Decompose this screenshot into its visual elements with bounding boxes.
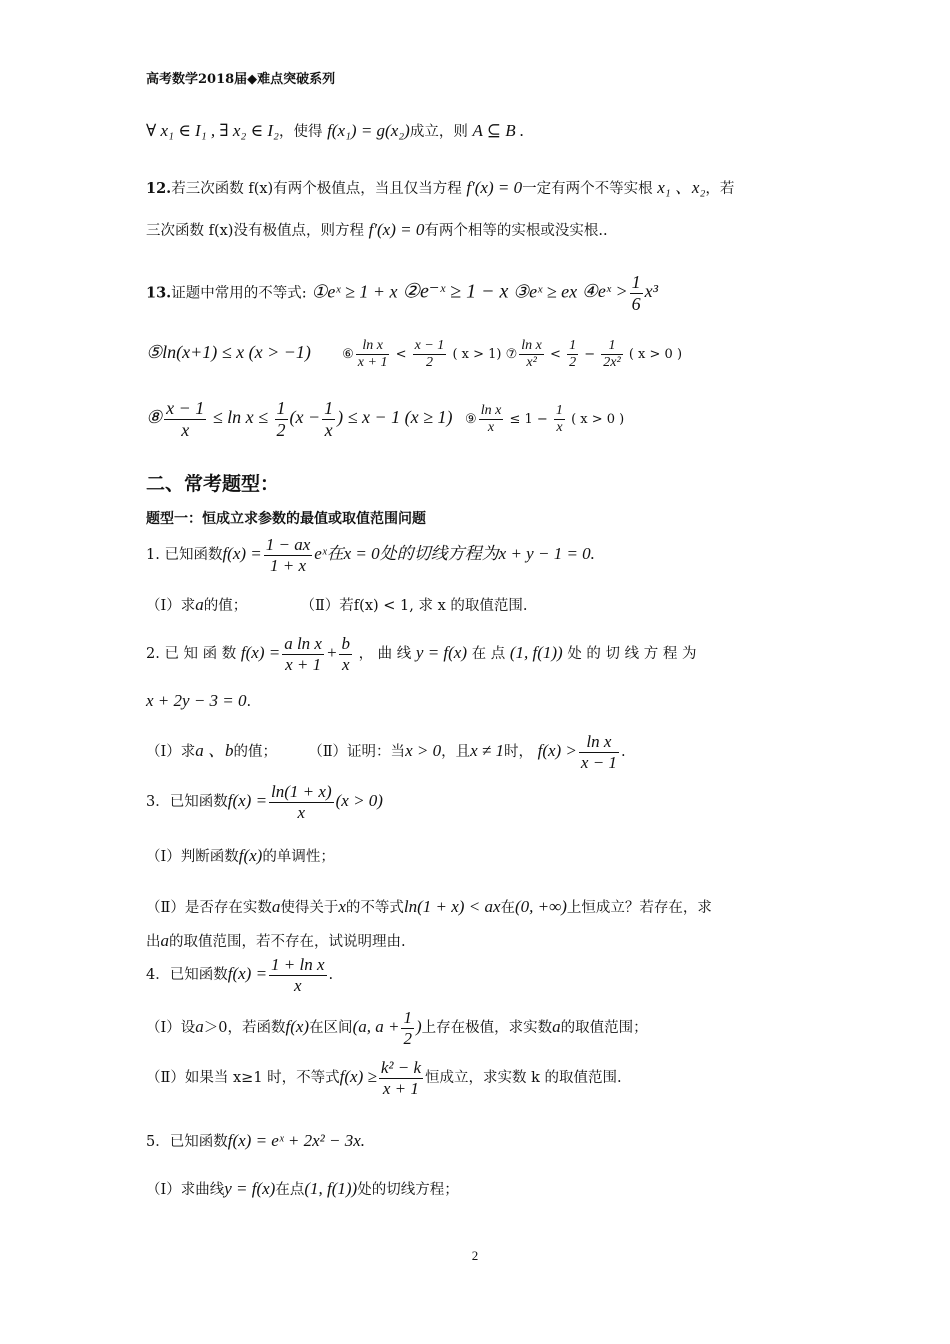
text: 成立，则: [409, 124, 468, 140]
fraction: [269, 782, 334, 822]
problem-1-parts: [146, 594, 810, 615]
math: x > 0: [405, 741, 442, 761]
text: 有两个相等的实根或没实根..: [424, 223, 608, 239]
math: f(x) =: [227, 791, 268, 811]
text: −: [584, 347, 596, 363]
text: 1. 已知函数: [146, 547, 223, 564]
denominator: 2: [569, 355, 577, 371]
numerator: 1 + ln x: [271, 955, 325, 974]
text: ⑥: [342, 347, 354, 363]
denominator: 2: [425, 355, 433, 371]
numerator: ln x: [519, 338, 544, 355]
item-13-line-3: [146, 398, 810, 440]
text: 在 点: [471, 646, 506, 663]
numerator: a ln x: [284, 634, 322, 653]
numerator: 1: [324, 398, 334, 418]
math: f(x) =: [222, 544, 262, 564]
text: 5．已知函数: [146, 1134, 228, 1150]
text: （Ⅱ）是否存在实数: [146, 900, 272, 916]
problem-2-line: [146, 691, 810, 711]
math: (a, a +: [352, 1017, 400, 1037]
numerator: b: [341, 634, 350, 653]
denominator: x: [181, 419, 190, 440]
math: a 、b: [195, 741, 234, 761]
inequality-3: ③eˣ ≥ ex: [513, 281, 578, 302]
denominator: x − 1: [580, 752, 617, 772]
fraction: [401, 1008, 414, 1048]
math-equation: f(x₁) = g(x₂): [327, 121, 410, 140]
text: ⑧: [146, 407, 163, 428]
text: ，使得: [278, 124, 323, 140]
text: （Ⅰ）求: [146, 598, 196, 614]
numerator: ln x: [356, 338, 390, 355]
numerator: 1: [554, 403, 565, 420]
problem-1: [146, 535, 810, 575]
denominator: x: [324, 419, 333, 440]
math: y = f(x): [415, 643, 468, 663]
numerator: x − 1: [413, 338, 447, 355]
inequality-2: ②e⁻ˣ ≥ 1 − x: [402, 280, 509, 303]
fraction: [282, 634, 324, 674]
item-13-line-1: [146, 272, 810, 314]
math: f(x): [285, 1017, 310, 1037]
denominator: x: [294, 975, 302, 995]
text: 出: [146, 934, 161, 950]
math: a: [195, 595, 204, 614]
numerator: x − 1: [166, 398, 205, 418]
numerator: 1: [276, 398, 286, 418]
math: x ≠ 1: [470, 741, 504, 761]
text: ＞0，若函数: [203, 1020, 286, 1037]
text: ) ≤ x − 1 (x ≥ 1): [337, 407, 453, 428]
fraction: [269, 955, 327, 995]
problem-5: [146, 1130, 810, 1151]
denominator: x + 1: [382, 1078, 419, 1098]
inequality-5: ⑤ln(x+1) ≤ x (x > −1): [146, 342, 311, 363]
math: f(x): [238, 846, 263, 865]
text: 三次函数 f(x)没有极值点，则方程: [146, 223, 364, 239]
fraction: [264, 535, 313, 575]
text: <: [395, 347, 407, 363]
inequality-9: [465, 403, 625, 436]
fraction: [339, 634, 352, 674]
fraction: [479, 403, 504, 436]
fraction: [601, 338, 622, 371]
text: （Ⅱ）证明：当: [308, 744, 406, 761]
fraction: [554, 403, 565, 436]
problem-2-parts: [146, 732, 810, 772]
text: 1 时，不等式: [253, 1070, 340, 1087]
fraction: [630, 272, 643, 314]
numerator: 1: [403, 1008, 412, 1027]
text: 的值；: [233, 744, 277, 761]
inequality-8: [146, 398, 457, 440]
math: f(x) =: [240, 643, 281, 663]
condition: ( x > 1): [452, 347, 502, 363]
problem-3-part-2: [146, 896, 810, 917]
math-roots: x₁ 、x₂: [657, 178, 706, 197]
inequality-6: [342, 338, 506, 371]
text: ≥: [241, 1070, 254, 1087]
denominator: 2: [276, 419, 286, 440]
math: f(x) =: [227, 964, 268, 984]
math: (x > 0): [335, 791, 383, 811]
inequality-1: ①eˣ ≥ 1 + x: [311, 281, 398, 302]
fraction: [567, 338, 578, 371]
text: ≤ ln x ≤: [212, 407, 269, 428]
fraction: [519, 338, 544, 371]
math: x + 2y − 3 = 0: [146, 691, 247, 710]
text: 证题中常用的不等式:: [171, 285, 307, 302]
fraction: [322, 398, 335, 440]
problem-4: [146, 955, 810, 995]
text: 的取值范围，若不存在，试说明理由.: [169, 934, 406, 950]
math: (0, +∞): [515, 897, 567, 916]
text: 处 的 切 线 方 程 为: [567, 646, 697, 663]
section-title: 二、常考题型：: [146, 473, 280, 495]
denominator: x: [556, 420, 563, 436]
text: 的不等式: [345, 900, 404, 916]
text: x³: [644, 281, 658, 302]
numerator: 1 − ax: [265, 535, 311, 554]
math: f(x) = eˣ + 2x² − 3x.: [227, 1131, 366, 1150]
text: 的单调性；: [262, 849, 335, 865]
text: ⑦: [505, 347, 518, 363]
math: a: [552, 1017, 561, 1037]
math: f(x) ≥: [339, 1067, 377, 1087]
text: 恒成立，求实数 k 的取值范围.: [425, 1070, 622, 1087]
text: ≤ 1 −: [509, 412, 548, 428]
condition: ( x > 0 ): [628, 347, 683, 363]
text: 在: [500, 900, 515, 916]
numerator: ln x: [479, 403, 504, 420]
denominator: x + 1: [357, 355, 388, 371]
numerator: ln x: [579, 732, 619, 753]
section-subtitle: 题型一：恒成立求参数的最值或取值范围问题: [146, 511, 426, 527]
fraction: [579, 732, 619, 772]
denominator: 2x²: [603, 355, 621, 371]
inequality-7: [505, 338, 683, 371]
fraction: [356, 338, 390, 371]
text: 在点: [275, 1182, 305, 1198]
text: <: [550, 347, 561, 363]
text: .: [620, 744, 626, 761]
problem-3-part-2-cont: [146, 930, 810, 951]
denominator: 1 + x: [270, 555, 307, 575]
line-quantifier: [146, 120, 810, 141]
item-number: 13.: [146, 284, 172, 302]
text: 的取值范围；: [560, 1020, 648, 1037]
text: 处的切线方程；: [357, 1182, 459, 1198]
text: 4．已知函数: [146, 967, 228, 984]
text: 使得关于: [280, 900, 339, 916]
math: (1, f(1)): [304, 1179, 358, 1198]
text: ④eˣ >: [581, 281, 628, 302]
math-conclusion: A ⊆ B .: [472, 121, 525, 140]
fraction: [379, 1058, 423, 1098]
fraction: [164, 398, 206, 440]
problem-3-part-1: [146, 845, 810, 866]
text: .: [328, 967, 334, 984]
math: f(x) >: [537, 741, 577, 761]
text: （Ⅰ）求: [146, 744, 196, 761]
condition: ( x > 0 ): [571, 412, 625, 428]
math-quantifier: ∀ x₁ ∈ I₁ , ∃ x₂ ∈ I₂: [146, 121, 279, 140]
problem-4-part-1: [146, 1008, 810, 1048]
text: （Ⅰ）判断函数: [146, 849, 239, 865]
text: (x −: [289, 407, 321, 428]
text: 的值；: [203, 598, 248, 614]
text: ，若: [705, 181, 735, 197]
item-13-line-2: [146, 338, 810, 371]
problem-4-part-2: [146, 1058, 810, 1098]
numerator: 1: [601, 338, 622, 355]
math: ln(1 + x) < ax: [403, 897, 501, 916]
page-number: 2: [471, 1248, 479, 1263]
inequality-4: [581, 272, 658, 314]
fraction: [413, 338, 447, 371]
text: 若三次函数 f(x)有两个极值点，当且仅当方程: [171, 181, 462, 197]
item-12-line-1: [146, 173, 810, 198]
math: x: [338, 897, 346, 916]
text: 一定有两个不等实根: [522, 181, 653, 197]
text: （Ⅰ）设: [146, 1020, 196, 1037]
numerator: ln(1 + x): [271, 782, 332, 801]
text: 在区间: [309, 1020, 353, 1037]
denominator: x + 1: [285, 654, 322, 674]
text: ⑨: [465, 412, 477, 428]
text: 3．已知函数: [146, 794, 228, 811]
running-header: 高考数学2018届◆难点突破系列: [146, 72, 336, 87]
text: 2. 已 知 函 数: [146, 646, 237, 663]
text: ，且: [441, 744, 471, 761]
text: （Ⅰ）求曲线: [146, 1182, 225, 1198]
denominator: x: [341, 654, 350, 674]
math: eˣ在x = 0处的切线方程为x + y − 1 = 0.: [314, 544, 595, 564]
denominator: 2: [403, 1028, 412, 1048]
text: ， 曲 线: [358, 646, 412, 663]
numerator: 1: [631, 272, 641, 292]
text: （Ⅱ）如果当 x: [146, 1070, 242, 1087]
math: ): [415, 1017, 422, 1037]
denominator: x²: [526, 355, 537, 371]
denominator: x: [487, 420, 495, 436]
math: (1, f(1)): [509, 643, 563, 663]
math-derivative-eq: f′(x) = 0: [368, 220, 425, 239]
fraction: [275, 398, 288, 440]
denominator: 6: [631, 293, 641, 314]
item-12-line-2: [146, 219, 810, 240]
math-derivative-eq: f′(x) = 0: [466, 178, 523, 197]
text: （Ⅱ）若f(x) < 1, 求 x 的取值范围.: [300, 598, 528, 614]
math: +: [325, 643, 338, 663]
item-number: 12.: [146, 180, 172, 197]
math: a: [271, 897, 281, 916]
problem-3: [146, 782, 810, 822]
numerator: k² − k: [380, 1058, 421, 1077]
numerator: 1: [567, 338, 578, 355]
problem-2: [146, 634, 810, 674]
math: a: [160, 931, 169, 950]
math: y = f(x): [224, 1179, 276, 1198]
denominator: x: [297, 802, 306, 822]
problem-5-part-1: [146, 1178, 810, 1199]
text: 上恒成立？若存在，求: [566, 900, 712, 916]
text: 上存在极值，求实数: [421, 1020, 553, 1037]
text: .: [246, 694, 252, 710]
text: 时，: [503, 744, 533, 761]
math: a: [195, 1017, 204, 1037]
